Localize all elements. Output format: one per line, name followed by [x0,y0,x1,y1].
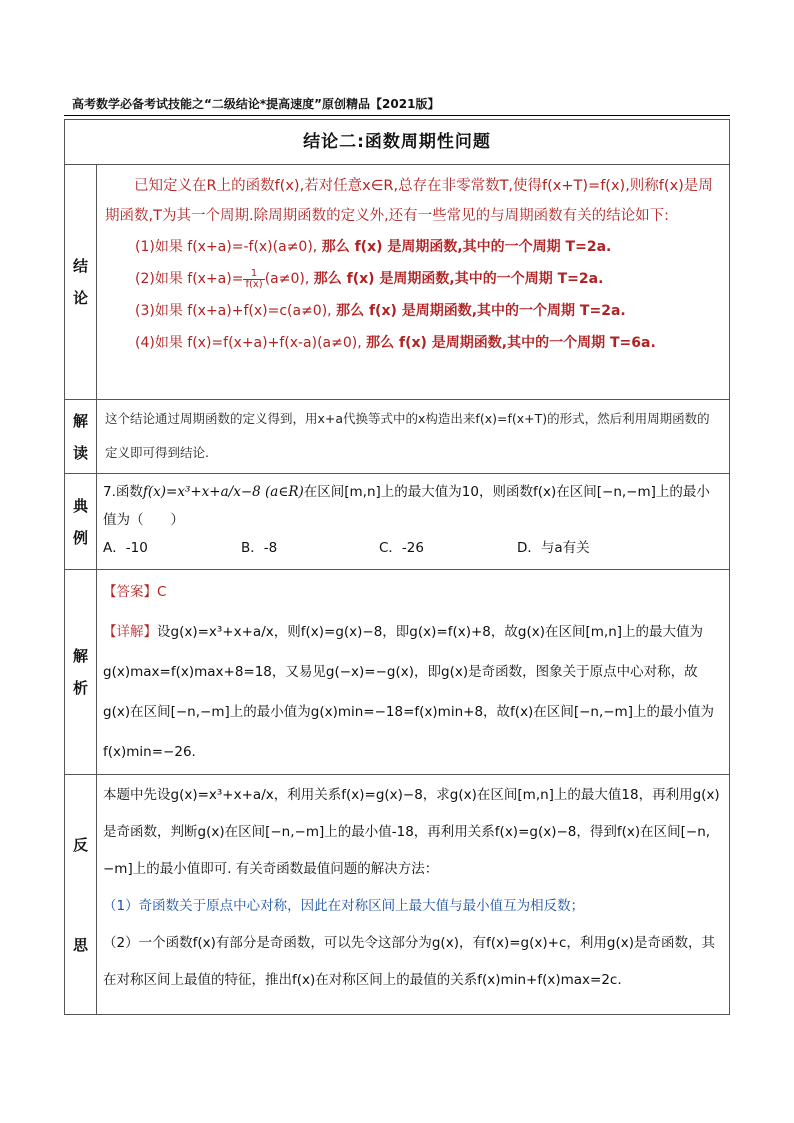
page-title: 结论二:函数周期性问题 [65,120,730,165]
reflect-label: 反 思 [65,775,97,1015]
example-content [97,474,730,570]
conclusion-row [65,165,730,400]
example-row [65,474,730,570]
interpret-row [65,400,730,474]
header-divider [64,115,730,116]
option-d: D．与a有关 [517,540,590,556]
conclusion-content [97,165,730,400]
conclusion-item-3: (3)如果 f(x+a)+f(x)=c(a≠0), 那么 f(x) 是周期函数,其中的一个周期 T=2a. [135,303,626,319]
interpret-content: 这个结论通过周期函数的定义得到，用x+a代换等式中的x构造出来f(x)=f(x+T)的形式，然后利用周期函数的定义即可得到结论. [97,400,730,474]
content-table [64,119,730,1015]
document-header: 高考数学必备考试技能之“二级结论*提高速度”原创精品【2021版】 [72,97,440,111]
conclusion-item-4: (4)如果 f(x)=f(x+a)+f(x-a)(a≠0), 那么 f(x) 是周期函数,其中的一个周期 T=6a. [135,335,656,351]
option-a: A．-10 [103,540,148,556]
analysis-label: 解 析 [65,570,97,775]
example-options [103,534,723,562]
reflect-paragraph-2: （1）奇函数关于原点中心对称，因此在对称区间上最大值与最小值互为相反数； [103,898,585,914]
analysis-content [97,570,730,775]
conclusion-item-1: (1)如果 f(x+a)=-f(x)(a≠0), 那么 f(x) 是周期函数,其中的一个周期 T=2a. [135,239,612,255]
answer-value: C [157,584,167,600]
detail-text: 【详解】设g(x)=x³+x+a/x，则f(x)=g(x)−8，即g(x)=f(x)+8，故g(x)在区间[m,n]上的最大值为g(x)max=f(x)max+8=18，又易见g(−x)=−g(x)，即g(x)是奇函数，图象关于原点中心对称，故g(x)在区间[−n,−m]上的最小值为g(x)min=−18=f(x)min+8，故f(x)在区间[−n,−m]上的最小值为f(x)min=−26. [103,624,714,760]
conclusion-item-2: (2)如果 f(x+a)= $\frac{1}{f(x)}$ (a≠0), 那么 f(x) 是周期函数,其中的一个周期 T=2a. [135,267,604,290]
example-label: 典 例 [65,474,97,570]
answer-line [103,572,723,612]
reflect-content [97,775,730,1015]
detail-tag: 【详解】 [103,624,157,640]
reflect-paragraph-1: 本题中先设g(x)=x³+x+a/x，利用关系f(x)=g(x)−8，求g(x)在区间[m,n]上的最大值18，再利用g(x)是奇函数，判断g(x)在区间[−n,−m]上的最小值-18，再利用关系f(x)=g(x)−8，得到f(x)在区间[−n,−m]上的最小值即可. 有关奇函数最值问题的解决方法： [103,787,720,877]
option-c: C．-26 [379,540,424,556]
reflect-row [65,775,730,1015]
example-stem: 7.函数f(x)=x³+x+a/x−8 (a∈R)在区间[m,n]上的最大值为10，则函数f(x)在区间[−n,−m]上的最小值为（ ） [103,484,710,528]
analysis-row [65,570,730,775]
conclusion-intro: 已知定义在R上的函数f(x),若对任意x∈R,总存在非零常数T,使得f(x+T)=f(x),则称f(x)是周期函数,T为其一个周期.除周期函数的定义外,还有一些常见的与周期函数有关的结论如下: [105,178,713,224]
answer-tag: 【答案】 [103,584,157,600]
conclusion-label: 结 论 [65,165,97,400]
title-row [65,120,730,165]
interpret-label: 解 读 [65,400,97,474]
option-b: B．-8 [241,540,278,556]
fraction: $\frac{1}{f(x)}$ [245,267,263,290]
reflect-paragraph-3: （2）一个函数f(x)有部分是奇函数，可以先令这部分为g(x)，有f(x)=g(x)+c，利用g(x)是奇函数，其在对称区间上最值的特征，推出f(x)在对称区间上的最值的关系f(x)min+f(x)max=2c. [103,935,715,988]
example-function: f(x)=x³+x+a/x−8 (a∈R) [142,484,304,500]
